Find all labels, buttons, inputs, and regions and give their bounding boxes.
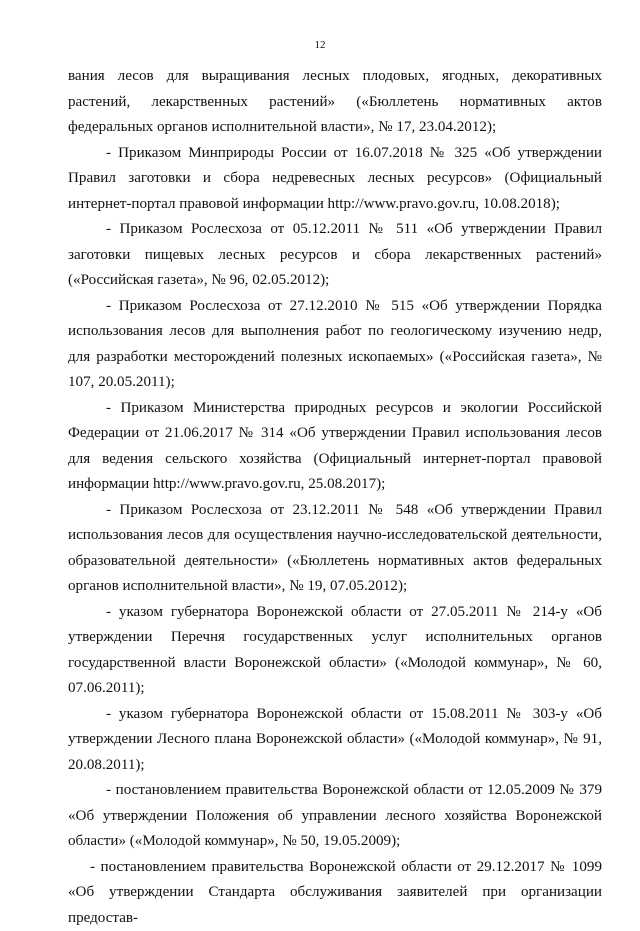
page-number: 12 bbox=[0, 38, 640, 52]
paragraph-decree-303: - указом губернатора Воронежской области от 15.08.2011 № 303-у «Об утверждении Лесного плана Воронежской области» («Молодой коммунар», № 91, 20.08.2011); bbox=[68, 702, 602, 779]
paragraph-decree-214: - указом губернатора Воронежской области от 27.05.2011 № 214-у «Об утверждении Перечня государственных услуг исполнительных органов государственной власти Воронежской области» («Молодой коммунар», № 60, 07.06.2011); bbox=[68, 600, 602, 702]
paragraph-resolution-1099: - постановлением правительства Воронежской области от 29.12.2017 № 1099 «Об утверждении Стандарта обслуживания заявителей при организации предостав- bbox=[68, 855, 602, 931]
paragraph-order-rosleskhoz-548: - Приказом Рослесхоза от 23.12.2011 № 548 «Об утверждении Правил использования лесов для осуществления научно-исследовательской деятельности, образовательной деятельности» («Бюллетень нормативных актов федеральных органов исполнительной власти», № 19, 07.05.2012); bbox=[68, 498, 602, 600]
paragraph-continuation: вания лесов для выращивания лесных плодовых, ягодных, декоративных растений, лекарственных растений» («Бюллетень нормативных актов федеральных органов исполнительной власти», № 17, 23.04.2012); bbox=[68, 64, 602, 141]
paragraph-order-minprirody-325: - Приказом Минприроды России от 16.07.2018 № 325 «Об утверждении Правил заготовки и сбора недревесных лесных ресурсов» (Официальный интернет-портал правовой информации http://www.pravo.gov.ru, 10.08.2018); bbox=[68, 141, 602, 218]
document-body bbox=[68, 64, 602, 931]
paragraph-order-minprirody-314: - Приказом Министерства природных ресурсов и экологии Российской Федерации от 21.06.2017 № 314 «Об утверждении Правил использования лесов для ведения сельского хозяйства (Официальный интернет-портал правовой информации http://www.pravo.gov.ru, 25.08.2017); bbox=[68, 396, 602, 498]
paragraph-resolution-379: - постановлением правительства Воронежской области от 12.05.2009 № 379 «Об утверждении Положения об управлении лесного хозяйства Воронежской области» («Молодой коммунар», № 50, 19.05.2009); bbox=[68, 778, 602, 855]
paragraph-order-rosleskhoz-515: - Приказом Рослесхоза от 27.12.2010 № 515 «Об утверждении Порядка использования лесов для выполнения работ по геологическому изучению недр, для разработки месторождений полезных ископаемых» («Российская газета», № 107, 20.05.2011); bbox=[68, 294, 602, 396]
paragraph-order-rosleskhoz-511: - Приказом Рослесхоза от 05.12.2011 № 511 «Об утверждении Правил заготовки пищевых лесных ресурсов и сбора лекарственных растений» («Российская газета», № 96, 02.05.2012); bbox=[68, 217, 602, 294]
